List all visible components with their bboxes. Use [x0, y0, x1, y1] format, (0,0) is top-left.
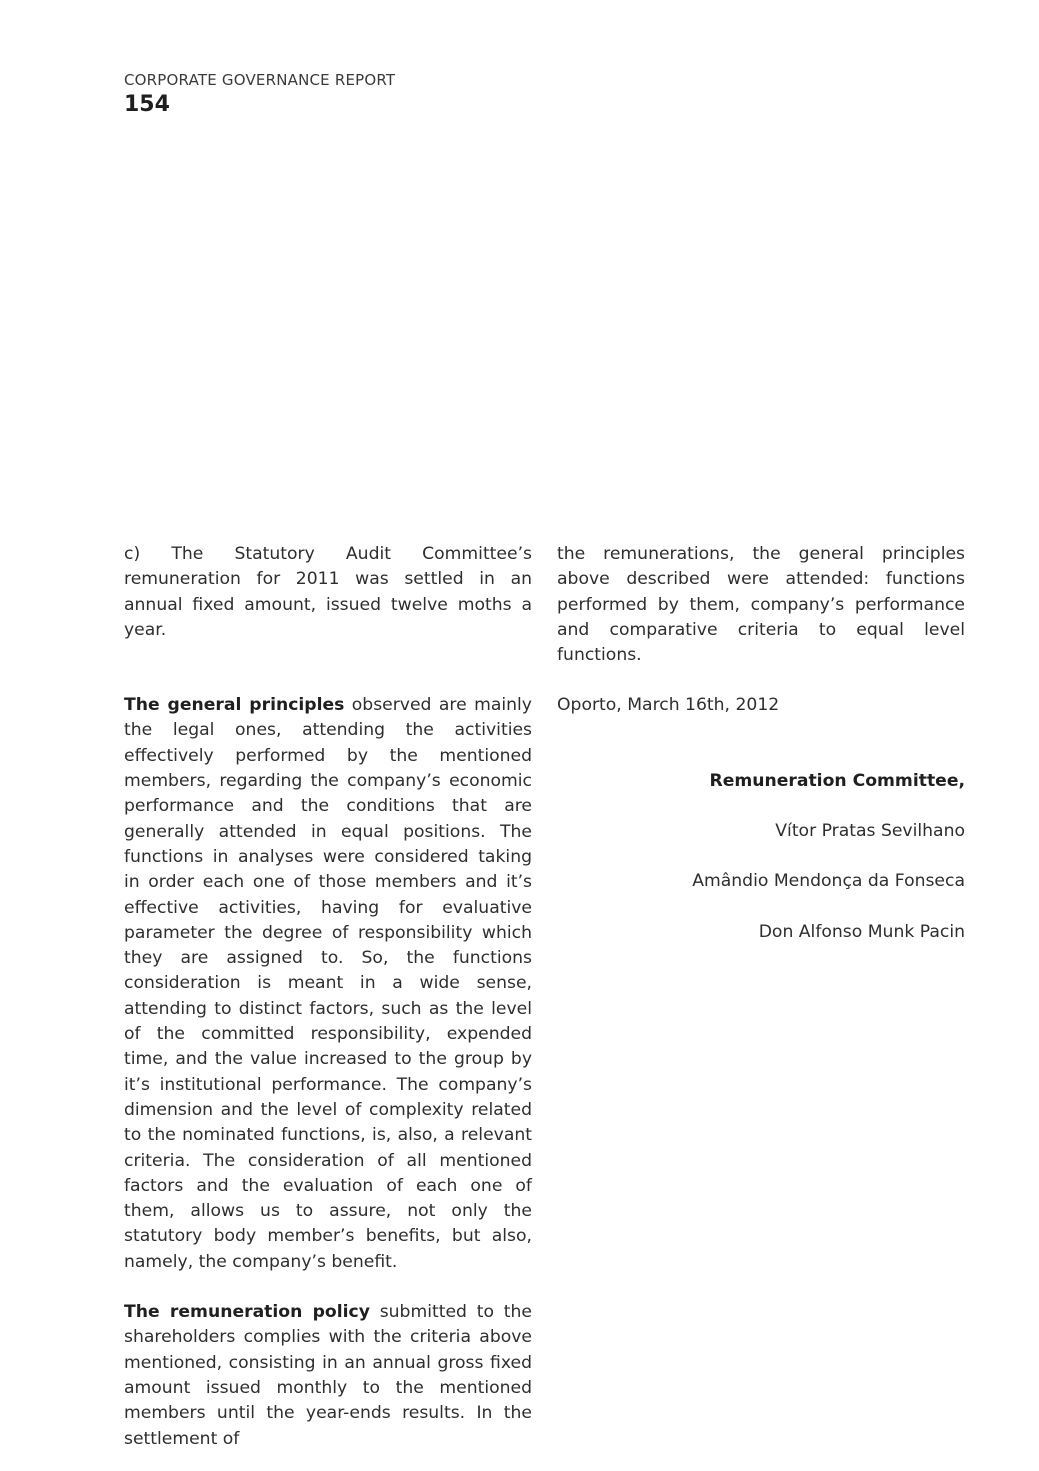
remuneration-policy-paragraph [124, 1300, 532, 1452]
committee-name: Remuneration Committee, [709, 770, 965, 791]
member-name: Vítor Pratas Sevilhano [775, 821, 965, 842]
page-number: 154 [124, 92, 170, 117]
member-name: Amândio Mendonça da Fonseca [692, 871, 965, 892]
section-title: CORPORATE GOVERNANCE REPORT [124, 71, 396, 89]
general-principles-paragraph [124, 693, 532, 1275]
page-header [124, 70, 395, 119]
right-column [557, 542, 965, 945]
statutory-audit-paragraph: c) The Statutory Audit Committee’s remuneration for 2011 was settled in an annual fixed amount, issued twelve moths a year. [124, 544, 532, 640]
general-principles-heading: The general principles [124, 695, 345, 716]
place-date: Oporto, March 16th, 2012 [557, 695, 780, 716]
remuneration-policy-heading: The remuneration policy [124, 1302, 370, 1323]
member-name: Don Alfonso Munk Pacin [758, 921, 965, 942]
remuneration-policy-text: submitted to the shareholders complies with the criteria above mentioned, consisting in an annual gross fixed amount issued monthly to the mentioned members until the year-ends results. In the settlement of [124, 1302, 532, 1449]
continuation-paragraph: the remunerations, the general principles above described were attended: functions performed by them, company’s performance and comparative criteria to equal level functions. [557, 544, 965, 666]
general-principles-text: observed are mainly the legal ones, attending the activities effectively performed by the mentioned members, regarding the company’s economic performance and the conditions that are generally attended in equal positions. The functions in analyses were considered taking in order each one of those members and it’s effective activities, having for evaluative parameter the degree of responsibility which they are assigned to. So, the functions consideration is meant in a wide sense, attending to distinct factors, such as the level of the committed responsibility, expended time, and the value increased to the group by it’s institutional performance. The company’s dimension and the level of complexity related to the nominated functions, is, also, a relevant criteria. The consideration of all mentioned factors and the evaluation of each one of them, allows us to assure, not only the statutory body member’s benefits, but also, namely, the company’s benefit. [124, 695, 532, 1272]
left-column [124, 542, 532, 1452]
signature-block [557, 769, 965, 945]
